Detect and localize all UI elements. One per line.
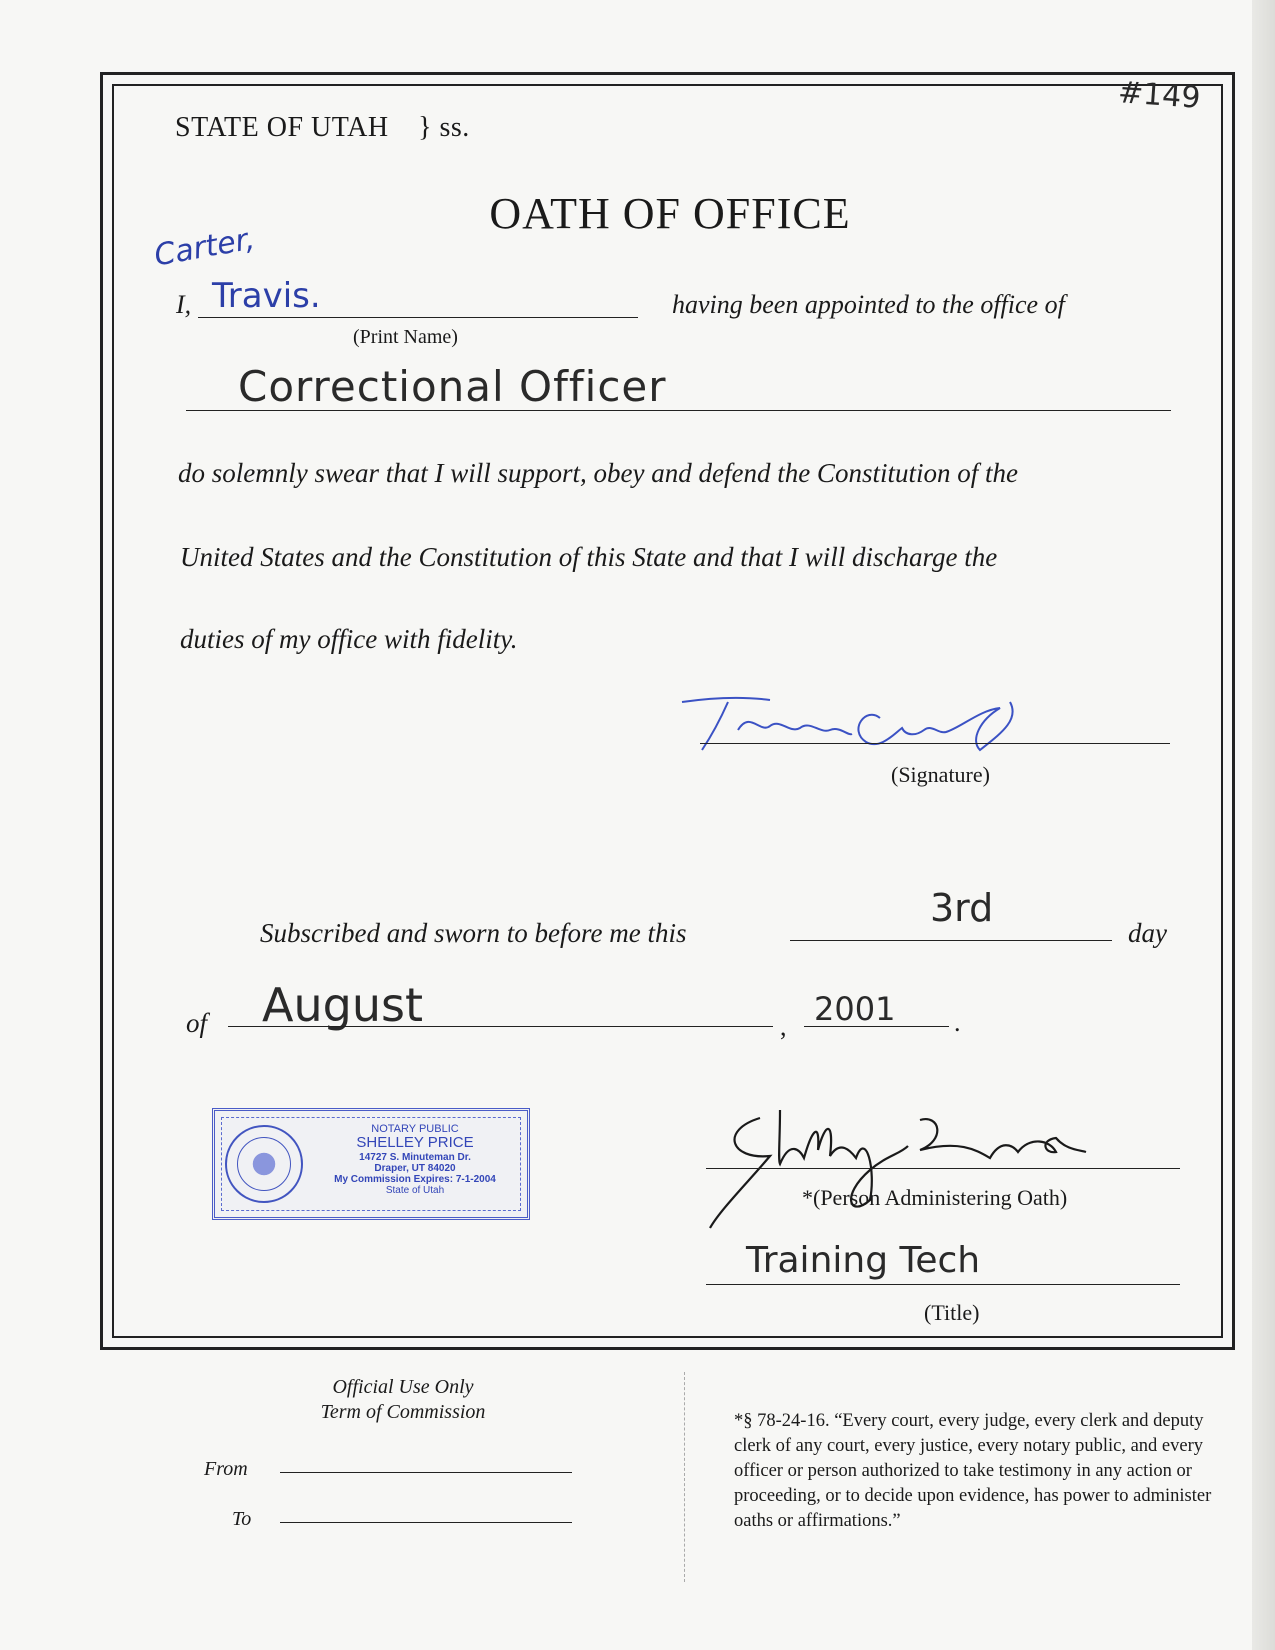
from-label: From xyxy=(204,1458,248,1480)
administrator-line xyxy=(706,1168,1180,1169)
handwritten-admin-title: Training Tech xyxy=(746,1240,981,1281)
office-line xyxy=(186,410,1171,411)
oath-line-2: United States and the Constitution of this State and that I will discharge the xyxy=(180,542,998,572)
oath-line-1: do solemnly swear that I will support, obey and defend the Constitution of the xyxy=(178,458,1018,488)
handwritten-day: 3rd xyxy=(930,886,994,930)
to-label: To xyxy=(232,1508,252,1530)
state-line xyxy=(175,112,470,144)
subscribed-text: Subscribed and sworn to before me this xyxy=(260,918,687,948)
seal-center xyxy=(237,1137,291,1191)
stamp-line-2: SHELLEY PRICE xyxy=(356,1134,474,1152)
year-line xyxy=(804,1026,949,1027)
official-use-label: Official Use Only xyxy=(332,1376,474,1398)
to-line xyxy=(280,1522,572,1523)
footer-divider xyxy=(684,1372,685,1582)
date-comma: , xyxy=(780,1012,787,1041)
stamp-line-6: State of Utah xyxy=(385,1184,445,1196)
stamp-line-1: NOTARY PUBLIC xyxy=(371,1123,459,1135)
record-number: #149 xyxy=(1116,75,1202,116)
handwritten-month: August xyxy=(262,978,423,1032)
handwritten-first-name: Travis. xyxy=(212,276,321,316)
day-label: day xyxy=(1128,918,1167,948)
signature-line xyxy=(700,743,1170,744)
signature-label: (Signature) xyxy=(891,762,990,787)
stamp-line-3: 14727 S. Minuteman Dr. xyxy=(359,1151,471,1163)
print-name-line xyxy=(198,317,638,318)
from-line xyxy=(280,1472,572,1473)
ss-mark: } ss. xyxy=(418,112,470,143)
stamp-text xyxy=(311,1123,519,1196)
handwritten-year: 2001 xyxy=(814,990,896,1028)
administrator-label: *(Person Administering Oath) xyxy=(802,1185,1068,1210)
day-line xyxy=(790,940,1112,941)
title-label: (Title) xyxy=(924,1300,980,1325)
print-name-label: (Print Name) xyxy=(353,326,458,348)
stamp-line-4: Draper, UT 84020 xyxy=(374,1162,456,1174)
handwritten-office: Correctional Officer xyxy=(238,362,667,411)
title-line xyxy=(706,1284,1180,1285)
stamp-line-5: My Commission Expires: 7-1-2004 xyxy=(334,1173,496,1185)
of-label: of xyxy=(186,1008,208,1038)
appointed-text: having been appointed to the office of xyxy=(672,290,1065,319)
page-edge xyxy=(1252,0,1275,1650)
pronoun-label: I, xyxy=(176,290,192,319)
statute-text: *§ 78-24-16. “Every court, every judge, every clerk and deputy clerk of any court, every justice, every notary public, and every officer or person authorized to take testimony in any action or proceeding, or to decide upon evidence, has power to administer oaths or affirmations.” xyxy=(734,1411,1212,1531)
state-seal-icon xyxy=(225,1125,303,1203)
page-title: OATH OF OFFICE xyxy=(489,189,851,238)
oath-line-3: duties of my office with fidelity. xyxy=(180,624,518,654)
date-period: . xyxy=(954,1008,961,1037)
month-line xyxy=(228,1026,773,1027)
state-name: STATE OF UTAH xyxy=(175,112,389,143)
handwritten-surname: Carter, xyxy=(151,221,258,274)
term-label: Term of Commission xyxy=(320,1401,486,1423)
notary-stamp xyxy=(212,1108,530,1220)
oath-signature xyxy=(680,690,1060,770)
